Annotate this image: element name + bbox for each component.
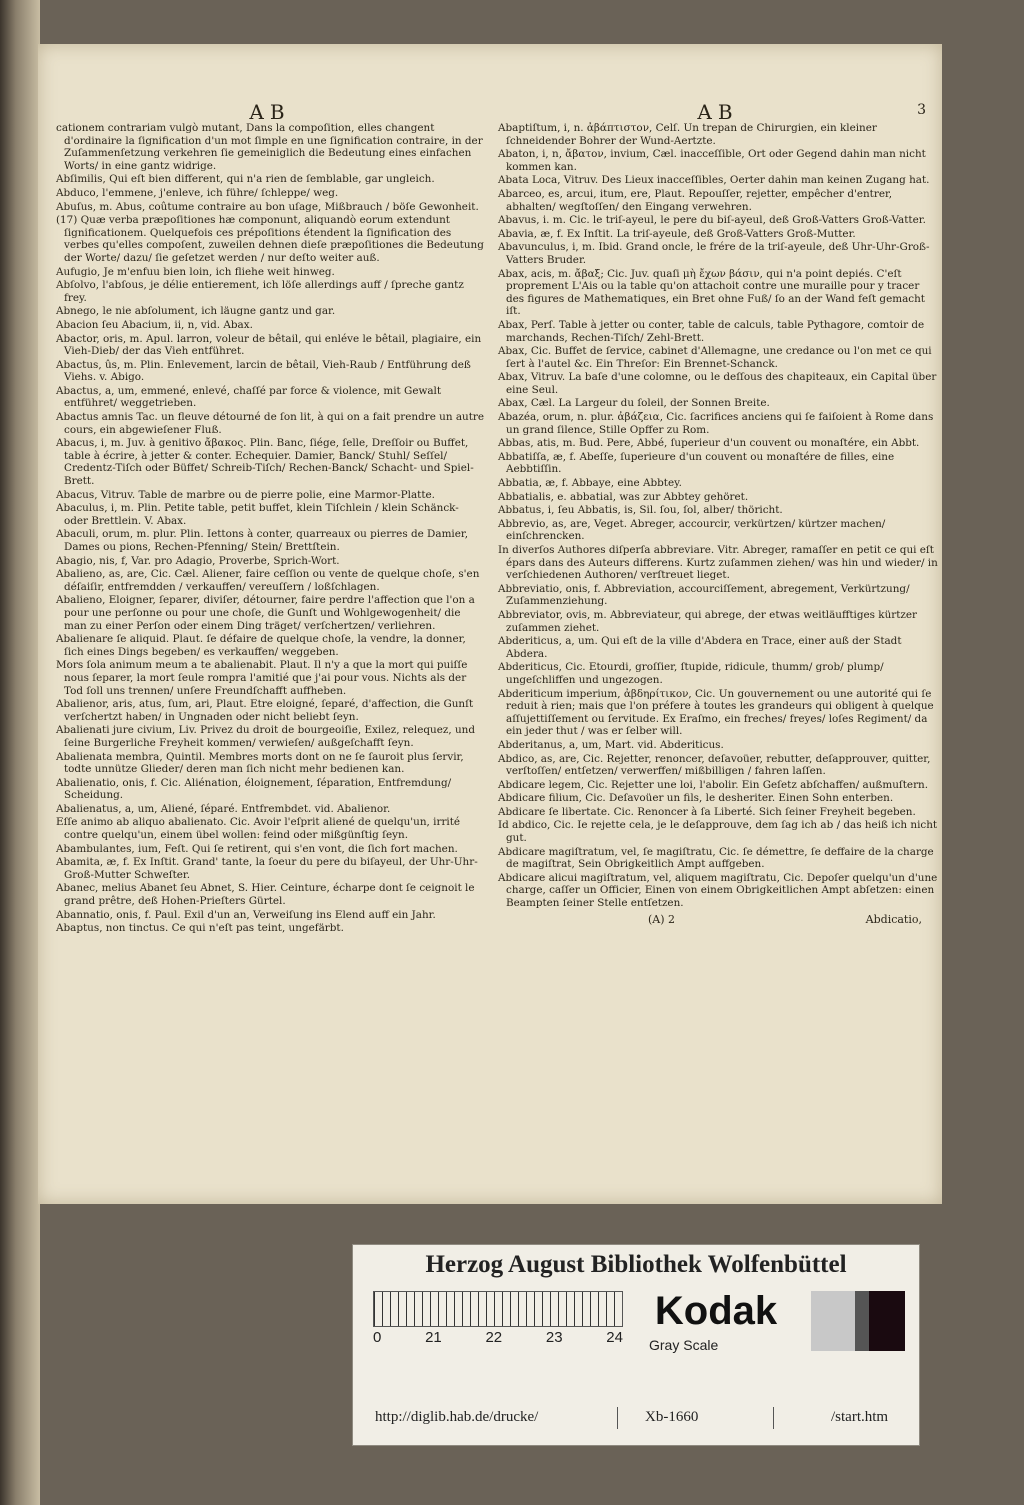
- library-target-card: [352, 1244, 920, 1446]
- ruler-numbers: [373, 1329, 623, 1346]
- dictionary-entry: Mors ſola animum meum a te abalienabit. Plaut. Il n'y a que la mort qui puiſſe nous ſeparer, la mort ſeule rompra l'amitié que j'ai pour vous. Nichts als der Tod ſoll uns trennen/ unſere Freundſchafft auffheben.: [56, 659, 468, 697]
- ruler-scale: [373, 1291, 623, 1327]
- dictionary-entry: Abaptus, non tinctus. Ce qui n'eſt pas teint, ungefärbt.: [56, 922, 344, 935]
- dictionary-entry: Abalienata membra, Quintil. Membres morts dont on ne ſe ſauroit plus ſervir, todte unnütze Glieder/ deren man ſich nicht mehr bedienen kan.: [56, 750, 464, 776]
- dictionary-entry: Abavunculus, i, m. Ibid. Grand oncle, le frére de la triſ-ayeule, deß Uhr-Uhr-Groß-Vatters Bruder.: [498, 241, 930, 266]
- library-title: Herzog August Bibliothek Wolfenbüttel: [425, 1251, 847, 1278]
- page-footer: [498, 914, 938, 927]
- dictionary-entry: Abalienati jure civium, Liv. Privez du droit de bourgeoiſie, Exilez, relequez, und ſeine Burgerliche Freyheit kommen/ verwieſen/ außgeſchafft ſeyn.: [56, 724, 476, 749]
- dictionary-entry: Abacus, i, m. Juv. à genitivo ἄβακος. Plin. Banc, ſiége, ſelle, Dreſſoir ou Buffet, table à écrire, à jetter & conter. Echequier. Damier, Banck/ Stuhl/ Seſſel/ Credentz-Tiſch oder Büffet/ Schreib-Tiſch/ Rechen-Banck/ Schacht- und Spiel-Brett.: [56, 437, 474, 488]
- dictionary-entry: Abſolvo, l'abſous, je délie entierement, ich löſe allerdings auff / ſpreche gantz frey.: [56, 279, 464, 304]
- dictionary-entry: Abambulantes, ium, Feſt. Qui ſe retirent, qui s'en vont, die ſich fort machen.: [56, 842, 458, 855]
- dictionary-entry: Abderiticus, Cic. Etourdi, groſſier, ſtupide, ridicule, thumm/ grob/ plump/ ungeſchliffen und ungezogen.: [498, 661, 884, 686]
- dictionary-entry: Abarceo, es, arcui, itum, ere, Plaut. Repouſſer, rejetter, empêcher d'entrer, abhalten/ wegſtoſſen/ den Eingang verwehren.: [498, 187, 893, 213]
- dictionary-entry: cationem contrariam vulgò mutant, Dans la compoſition, elles changent d'ordinaire la ſignification d'un mot ſimple en une ſignification contraire, in der Zuſammenſetzung verkehren ſie gemeiniglich die Bedeutung eines einfachen Worts/ in eine gantz widrige.: [56, 122, 483, 172]
- dictionary-entry: Abdicare magiſtratum, vel, ſe magiſtratu, Cic. ſe démettre, ſe deffaire de la charge de magiſtrat, Sein Obrigkeitlich Ampt auffgeben.: [498, 845, 934, 871]
- kodak-logo: Kodak: [654, 1289, 778, 1333]
- dictionary-entry: Abderitanus, a, um, Mart. vid. Abderiticus.: [498, 738, 724, 751]
- dictionary-entry: Abactus, a, um, emmené, enlevé, chaſſé par force & violence, mit Gewalt entführet/ weggetrieben.: [56, 384, 442, 410]
- dictionary-entry: Abalienare ſe aliquid. Plaut. ſe défaire de quelque choſe, la vendre, la donner, ſich eines Dings begeben/ es verkauffen/ weggeben.: [56, 633, 466, 658]
- left-entries: [56, 122, 484, 935]
- dictionary-entry: Abax, Perſ. Table à jetter ou conter, table de calculs, table Pythagore, comtoir de marchands, Rechen-Tiſch/ Zehl-Brett.: [498, 318, 925, 344]
- running-head-right: AB: [697, 100, 739, 124]
- url-left[interactable]: http://diglib.hab.de/drucke/: [375, 1409, 539, 1425]
- dictionary-entry: Abbrevio, as, are, Veget. Abreger, accourcir, verkürtzen/ kürtzer machen/ einſchrencken.: [498, 517, 886, 543]
- dictionary-entry: In diverſos Authores diſperſa abbreviare. Vitr. Abreger, ramaſſer en petit ce qui eſt épars dans des Auteurs differens. Kurtz zuſammen ziehen/ was hin und wieder/ in verſchiedenen Authoren/ verſtreuet lieget.: [498, 544, 938, 582]
- dictionary-entry: Abdicare alicui magiſtratum, vel, aliquem magiſtratu, Cic. Depoſer quelqu'un d'une charge, caſſer un Officier, Einen von einem Obrigkeitlichen Ampt abſetzen: einen Beampten ſeiner Stelle entſetzen.: [498, 871, 938, 910]
- dictionary-entry: Abazéa, orum, n. plur. ἀβάζεια, Cic. ſacrifices anciens qui ſe faiſoient à Rome dans un grand ſilence, Stille Opffer zu Rom.: [498, 411, 934, 436]
- right-column: [498, 44, 938, 926]
- dictionary-entry: Aufugio, Je m'enfuu bien loin, ich fliehe weit hinweg.: [56, 265, 335, 278]
- divider: [617, 1407, 618, 1429]
- dictionary-entry: Abax, acis, m. ἄβαξ; Cic. Juv. quaſi μὴ ἔχων βάσιν, qui n'a point depiés. C'eſt proprement L'Ais ou la table qu'on attachoit contre une muraille pour y tracer des figures de Mathematiques, ein Bret ohne Fuß/ ſo an der Wand feſt gemacht iſt.: [498, 267, 925, 318]
- ruler-number: 23: [545, 1329, 563, 1346]
- dictionary-entry: Abavus, i. m. Cic. le triſ-ayeul, le pere du biſ-ayeul, deß Groß-Vatters Groß-Vatter.: [498, 214, 926, 227]
- dictionary-entry: Abſimilis, Qui eſt bien different, qui n'a rien de ſemblable, gar ungleich.: [56, 173, 435, 186]
- right-entries: [498, 122, 938, 910]
- divider: [773, 1407, 774, 1429]
- dictionary-entry: Abactus amnis Tac. un fleuve détourné de ſon lit, à qui on a fait prendre un autre cours, ein abgewieſener Fluß.: [56, 411, 485, 436]
- dictionary-entry: Abduco, l'emmene, j'enleve, ich führe/ ſchleppe/ weg.: [56, 186, 339, 199]
- dictionary-entry: Abdico, as, are, Cic. Rejetter, renoncer, deſavoüer, rebutter, deſapprouver, quitter, verſtoſſen/ entſetzen/ verwerffen/ mißbilligen / fahren laſſen.: [498, 752, 931, 778]
- dictionary-entry: Abbatialis, e. abbatial, was zur Abbtey gehöret.: [498, 490, 749, 503]
- dictionary-entry: Abdicare filium, Cic. Deſavoüer un fils, le desheriter. Einen Sohn enterben.: [498, 792, 894, 805]
- dictionary-entry: Abax, Vitruv. La baſe d'une colomne, ou le deſſous des chapiteaux, ein Capital über eine Seul.: [498, 371, 937, 396]
- ruler-number: 0: [373, 1329, 382, 1346]
- dictionary-entry: Abata Loca, Vitruv. Des Lieux inacceſſibles, Oerter dahin man keinen Zugang hat.: [498, 174, 930, 187]
- dictionary-entry: Abbatus, i, ſeu Abbatis, is, Sil. ſou, ſol, alber/ thöricht.: [498, 504, 783, 517]
- gray-patch-light: [811, 1291, 855, 1351]
- dictionary-entry: Abamita, æ, f. Ex Inſtit. Grand' tante, la ſoeur du pere du biſayeul, der Uhr-Uhr-Groß-Mutter Schweſter.: [56, 856, 478, 881]
- signature-mark: (A) 2: [648, 912, 676, 926]
- gray-scale-label: Gray Scale: [649, 1337, 719, 1353]
- running-head-left: AB: [249, 100, 291, 124]
- dictionary-entry: Abuſus, m. Abus, coûtume contraire au bon uſage, Mißbrauch / böſe Gewonheit.: [56, 200, 479, 213]
- dictionary-entry: Abalienor, aris, atus, ſum, ari, Plaut. Etre eloigné, ſeparé, d'affection, die Gunſt verſchertzt haben/ in Ungnaden oder nicht beliebt ſeyn.: [56, 698, 474, 723]
- ruler-number: 22: [485, 1329, 503, 1346]
- dictionary-entry: Abbreviator, ovis, m. Abbreviateur, qui abrege, der etwas weitläufftiges kürtzer zuſammen ziehet.: [498, 608, 918, 634]
- dictionary-entry: Abannatio, onis, f. Paul. Exil d'un an, Verweiſung ins Elend auff ein Jahr.: [56, 908, 436, 921]
- dictionary-entry: Abalienatus, a, um, Aliené, ſéparé. Entfrembdet. vid. Abalienor.: [56, 802, 391, 815]
- dictionary-entry: Abdicare legem, Cic. Rejetter une loi, l'abolir. Ein Geſetz abſchaffen/ außmuſtern.: [498, 778, 929, 791]
- dictionary-entry: Abaculus, i, m. Plin. Petite table, petit buffet, klein Tiſchlein / klein Schänck- oder Brettlein. V. Abax.: [56, 502, 459, 527]
- book-page: [38, 44, 942, 1204]
- dictionary-entry: Abbas, atis, m. Bud. Pere, Abbé, ſuperieur d'un couvent ou monaſtére, ein Abbt.: [498, 437, 920, 450]
- book-spine-edge: [0, 0, 40, 1505]
- page-number: 3: [917, 102, 926, 118]
- dictionary-entry: Abanec, melius Abanet ſeu Abnet, S. Hier. Ceinture, écharpe dont ſe ceignoit le grand prêtre, deß Hohen-Prieſters Gürtel.: [56, 882, 475, 908]
- dictionary-entry: Abacion ſeu Abacium, ii, n, vid. Abax.: [56, 318, 253, 331]
- url-right[interactable]: /start.htm: [831, 1409, 889, 1425]
- ruler-number: 24: [606, 1329, 623, 1346]
- dictionary-entry: Abnego, le nie abſolument, ich läugne gantz und gar.: [56, 305, 336, 318]
- dictionary-entry: Abactor, oris, m. Apul. larron, voleur de bêtail, qui enléve le bêtail, plagiaire, ein Vieh-Dieb/ der das Vieh entführet.: [56, 332, 482, 358]
- dictionary-entry: Abax, Cæl. La Largeur du ſoleil, der Sonnen Breite.: [498, 397, 770, 410]
- catchword: Abdicatio,: [865, 912, 922, 926]
- dictionary-entry: Abderiticum imperium, ἀβδηρίτικον, Cic. Un gouvernement ou une autorité qui ſe reduit à rien; mais que l'on préfere à toutes les grandeurs qui obligent à quelque aſſujettiſſement ou ſervitude. Ex Eraſmo, ein freches/ freyes/ loſes Regiment/ da ein jeder thut / was er ſelber will.: [498, 687, 934, 738]
- dictionary-entry: Abalieno, Eloigner, ſeparer, diviſer, détourner, faire perdre l'affection que l'on a pour une perſonne ou pour une choſe, die Gunſt und Wohlgewogenheit/ die man zu einer Perſon oder einem Ding träget/ verſchertzen/ verliehren.: [56, 594, 475, 632]
- dictionary-entry: Abderiticus, a, um. Qui eſt de la ville d'Abdera en Trace, einer auß der Stadt Abdera.: [498, 635, 902, 660]
- dictionary-entry: Id abdico, Cic. Ie rejette cela, je le deſapprouve, dem ſag ich ab / das heiß ich nicht gut.: [498, 819, 938, 845]
- dictionary-entry: Abbreviatio, onis, f. Abbreviation, accourciſſement, abregement, Verkürtzung/ Zuſammenziehung.: [498, 582, 910, 608]
- dictionary-entry: Abbatiſſa, æ, f. Abeſſe, ſuperieure d'un couvent ou monaſtére de filles, eine Aebbtiſſin.: [498, 450, 895, 476]
- dictionary-entry: Abavia, æ, f. Ex Inſtit. La triſ-ayeule, deß Groß-Vatters Groß-Mutter.: [498, 227, 856, 240]
- gray-patch-dark: [869, 1291, 905, 1351]
- dictionary-entry: Abaculi, orum, m. plur. Plin. Iettons à conter, quarreaux ou pierres de Damier, Dames ou pions, Rechen-Pfenning/ Stein/ Brettſtein.: [56, 528, 469, 553]
- left-column: [56, 44, 484, 936]
- dictionary-entry: Abaton, i, n, ἄβατον, invium, Cæl. inacceſſible, Ort oder Gegend dahin man nicht kommen kan.: [498, 148, 926, 173]
- dictionary-entry: Abax, Cic. Buffet de ſervice, cabinet d'Allemagne, une credance ou l'on met ce qui ſert à l'autel &c. Ein Threſor: Ein Brennet-Schanck.: [498, 345, 932, 370]
- shelfmark: Xb-1660: [645, 1409, 699, 1425]
- dictionary-entry: Abdicare ſe libertate. Cic. Renoncer à ſa Liberté. Sich ſeiner Freyheit begeben.: [498, 805, 916, 818]
- dictionary-entry: (17) Quæ verba præpoſitiones hæ componunt, aliquandò eorum extendunt ſignificationem. Quelquefois ces prépoſitions étendent la ſignification des verbes qu'elles compoſent, zuweilen dehnen dieſe præpoſitiones die Bedeutung der Worte/ dazu/ ſie geſetzet werden / nur deſto weiter auß.: [56, 214, 484, 264]
- dictionary-entry: Abbatia, æ, f. Abbaye, eine Abbtey.: [498, 477, 682, 490]
- dictionary-entry: Abalieno, as, are, Cic. Cæl. Aliener, faire ceſſion ou vente de quelque choſe, s'en déſaiſir, entfremdden / verkauffen/ vereuſſern / loßſchlagen.: [56, 568, 480, 593]
- dictionary-entry: Abagio, nis, f, Var. pro Adagio, Proverbe, Sprich-Wort.: [56, 554, 340, 567]
- dictionary-entry: Abaptiſtum, i, n. ἀβάπτιστον, Celſ. Un trepan de Chirurgien, ein kleiner ſchneidender Bohrer der Wund-Aertzte.: [498, 122, 877, 147]
- ruler-number: 21: [425, 1329, 442, 1346]
- dictionary-entry: Abacus, Vitruv. Table de marbre ou de pierre polie, eine Marmor-Platte.: [56, 488, 435, 501]
- dictionary-entry: Eſſe animo ab aliquo abalienato. Cic. Avoir l'eſprit aliené de quelqu'un, irrité contre quelqu'un, einem übel wollen: feind oder mißgünſtig ſeyn.: [56, 816, 461, 842]
- dictionary-entry: Abactus, ûs, m. Plin. Enlevement, larcin de bêtail, Vieh-Raub / Entführung deß Viehs. v. Abigo.: [56, 358, 471, 384]
- dictionary-entry: Abalienatio, onis, f. Cic. Aliénation, éloignement, ſéparation, Entfremdung/ Scheidung.: [56, 776, 452, 802]
